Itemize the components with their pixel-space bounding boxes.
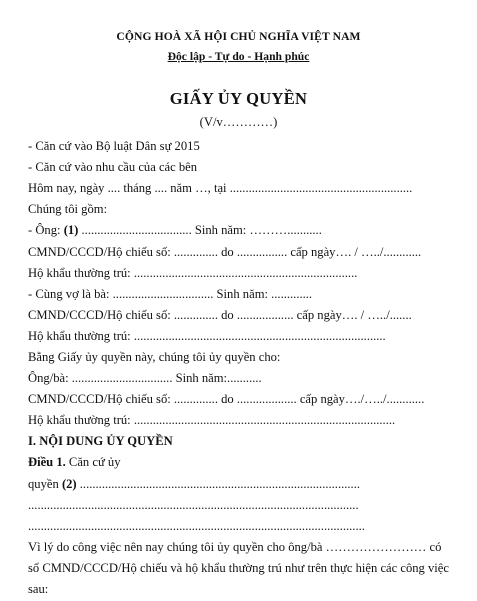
id-line: CMND/CCCD/Hộ chiếu số: .............. do .................. cấp ngày…. / …../....... xyxy=(28,308,412,322)
article-cont-prefix: quyền xyxy=(28,477,62,491)
dotted-line: ........................................................................................................... xyxy=(28,519,365,533)
article-cont-rest: ......................................................................................... xyxy=(76,477,360,491)
reason-line: số CMND/CCCD/Hộ chiếu và hộ khẩu thường trú như trên thực hiện các công việc xyxy=(28,561,449,575)
article-continuation xyxy=(28,477,360,492)
legal-basis-line: - Căn cứ vào Bộ luật Dân sự 2015 xyxy=(28,139,200,153)
national-title: CỘNG HOÀ XÃ HỘI CHỦ NGHĨA VIỆT NAM xyxy=(116,30,361,43)
grantor-rest: ................................... Sinh năm: ………........... xyxy=(78,223,322,237)
document-title: GIẤY ỦY QUYỀN xyxy=(169,89,308,108)
article-text: Căn cứ ủy xyxy=(65,455,121,469)
dotted-line: ......................................................................................................... xyxy=(28,498,359,512)
household-line: Hộ khẩu thường trú: ................................................................................... xyxy=(28,413,396,427)
parties-heading: Chúng tôi gồm: xyxy=(28,202,108,216)
household-line: Hộ khẩu thường trú: ....................................................................... xyxy=(28,266,358,280)
footnote-marker: (2) xyxy=(61,477,77,491)
household-line: Hộ khẩu thường trú: ................................................................................ xyxy=(28,329,386,343)
document-subtitle: (V/v…………) xyxy=(199,115,278,129)
grantor-line xyxy=(28,223,322,238)
authorization-statement: Bằng Giấy ủy quyền này, chúng tôi ủy quyền cho: xyxy=(28,350,281,364)
national-motto: Độc lập - Tự do - Hạnh phúc xyxy=(167,50,310,63)
article-label: Điều 1. xyxy=(28,455,66,469)
reason-line: sau: xyxy=(28,582,49,596)
grantee-line: Ông/bà: ................................ Sinh năm:........... xyxy=(28,371,262,385)
footnote-marker: (1) xyxy=(63,223,79,237)
reason-line: Vì lý do công việc nên nay chúng tôi ủy quyền cho ông/bà …………………… có xyxy=(28,540,442,554)
article-line xyxy=(28,455,121,470)
date-place-line: Hôm nay, ngày .... tháng .... năm …, tại .......................................................... xyxy=(28,181,413,195)
id-line: CMND/CCCD/Hộ chiếu số: .............. do ................... cấp ngày…./…../............ xyxy=(28,392,425,406)
legal-basis-line: - Căn cứ vào nhu cầu của các bên xyxy=(28,160,198,174)
spouse-line: - Cùng vợ là bà: ................................ Sinh năm: ............. xyxy=(28,287,313,301)
section-heading: I. NỘI DUNG ỦY QUYỀN xyxy=(28,434,173,448)
grantor-prefix: - Ông: xyxy=(28,223,64,237)
id-line: CMND/CCCD/Hộ chiếu số: .............. do ................ cấp ngày…. / …../............ xyxy=(28,245,422,259)
